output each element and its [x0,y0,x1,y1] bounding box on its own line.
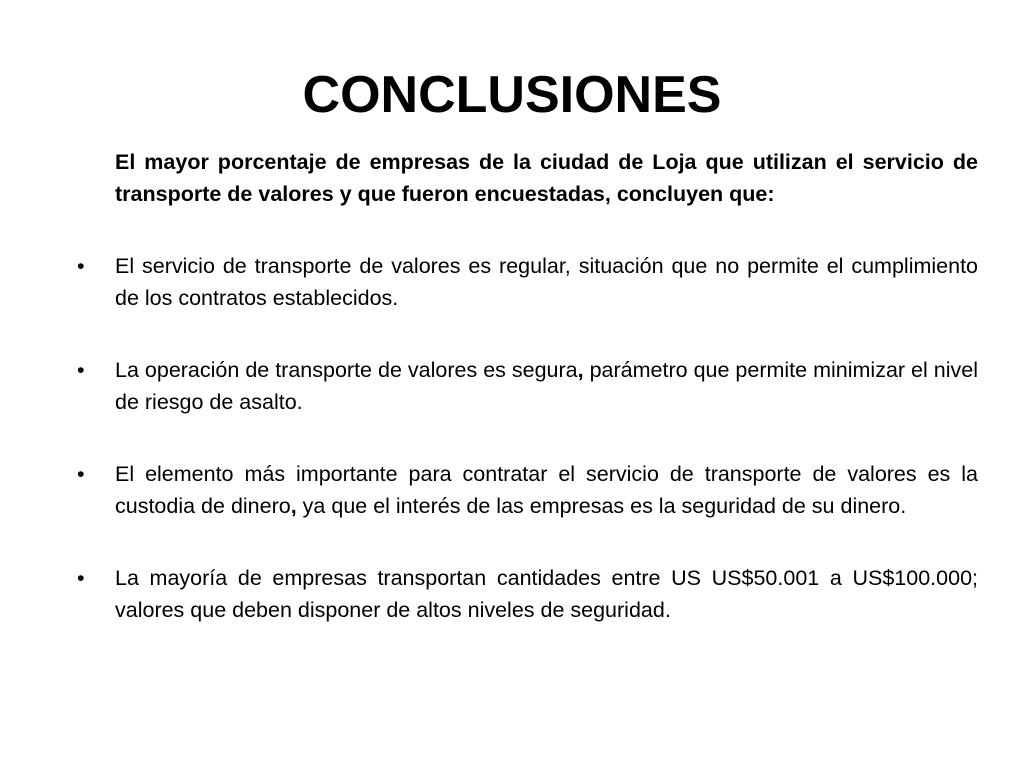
bullet-icon: • [77,462,85,486]
slide-title: CONCLUSIONES [302,66,722,124]
conclusion-item [77,354,978,418]
intro-paragraph: El mayor porcentaje de empresas de la ciudad de Loja que utilizan el servicio de transporte de valores y que fueron encuestadas, concluyen que: [115,150,978,206]
conclusion-bold-comma: , [577,358,584,382]
conclusion-list [77,250,978,626]
conclusion-text: La mayoría de empresas transportan cantidades entre US US$50.001 a US$100.000; valores que deben disponer de altos niveles de seguridad. [115,566,978,622]
conclusion-bold-comma: , [290,494,297,518]
conclusion-text: El elemento más importante para contratar el servicio de transporte de valores es la custodia de dinero [115,462,978,518]
conclusion-text: El servicio de transporte de valores es regular, situación que no permite el cumplimiento de los contratos establecidos. [115,254,978,310]
slide-body [77,146,978,626]
conclusion-item [77,250,978,314]
conclusion-text: La operación de transporte de valores es segura [115,358,578,382]
bullet-icon: • [77,254,85,278]
bullet-icon: • [77,566,85,590]
conclusion-item [77,458,978,522]
bullet-icon: • [77,358,85,382]
conclusion-item [77,562,978,626]
conclusion-text-continued: parámetro que permite minimizar el nivel de riesgo de asalto. [115,358,978,414]
conclusion-text-continued: ya que el interés de las empresas es la seguridad de su dinero. [296,494,907,518]
